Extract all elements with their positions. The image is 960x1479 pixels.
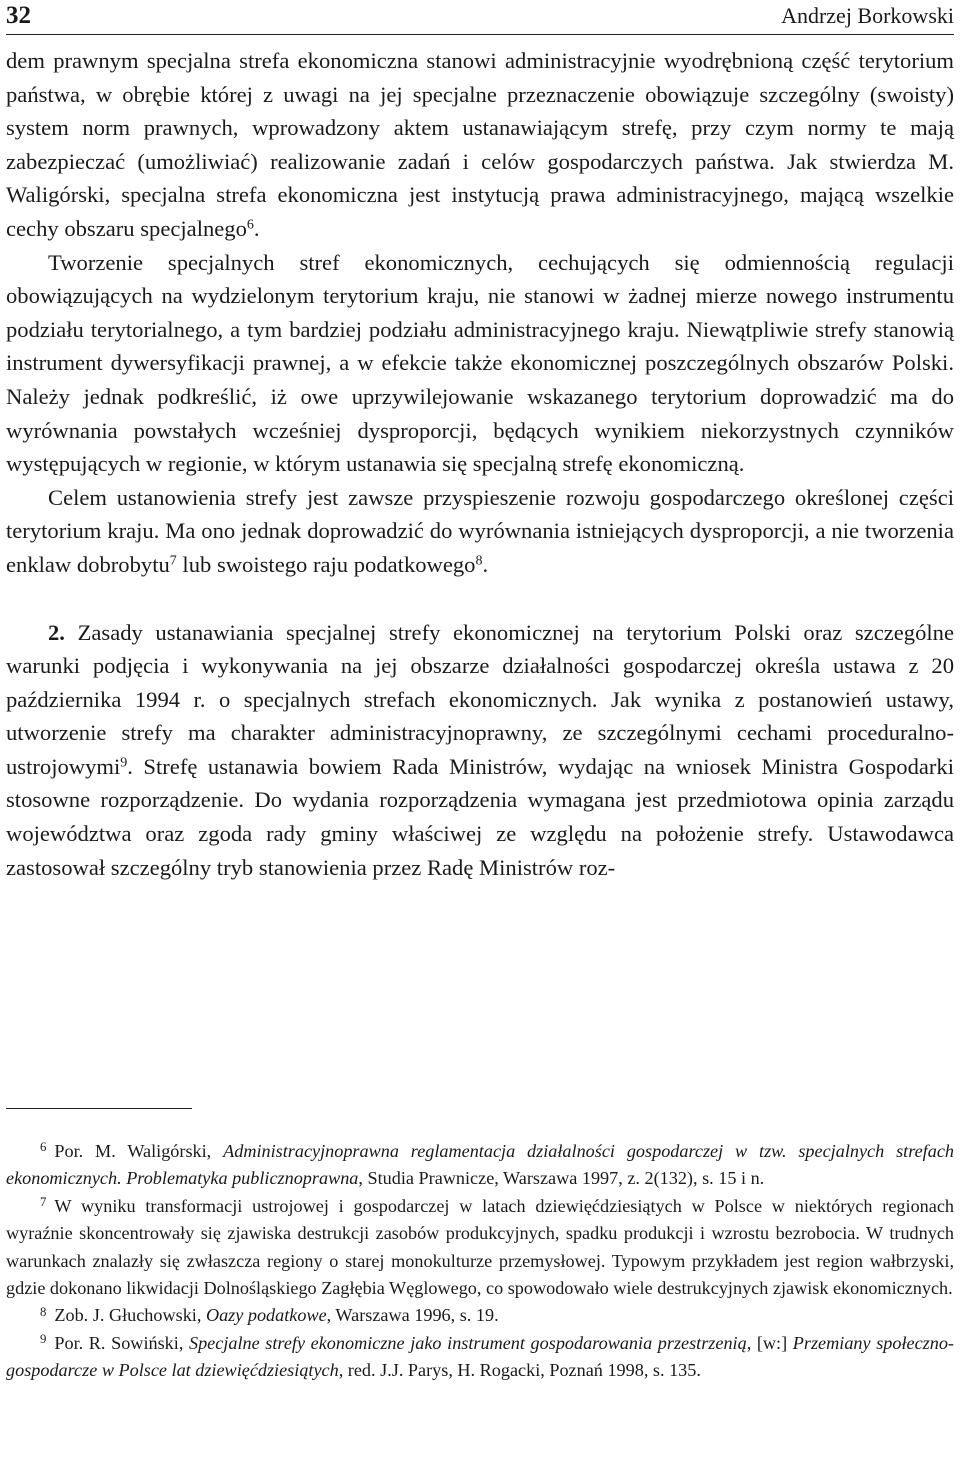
footnote-ref-6: 6 <box>246 217 254 233</box>
footnote-text: , Warszawa 1996, s. 19. <box>326 1305 499 1326</box>
footnote-title: Administracyjnoprawna reglamentacja działalności gospodarczej w tzw. specjalnych strefach ekonomicznych. Problematyka publicznoprawna <box>6 1141 954 1189</box>
footnote-title: Oazy podatkowe <box>205 1305 327 1326</box>
footnote-7 <box>6 1193 954 1303</box>
footnote-text: Zob. J. Głuchowski, <box>54 1305 206 1326</box>
footnote-number: 9 <box>40 1332 47 1347</box>
page-header <box>6 0 954 35</box>
footnote-text: W wyniku transformacji ustrojowej i gospodarczej w latach dziewięćdziesiątych w Polsce w niektórych regionach wyraźnie skoncentrowały się zjawiska destrukcji zasobów produkcyjnych, spadku produkcji i wzrostu bezrobocia. W trudnych warunkach znalazły się zwłaszcza regiony o starej monokulturze przemysłowej. Typowym przykładem jest region wałbrzyski, gdzie dokonano likwidacji Dolnośląskiego Zagłębia Węglowego, co spowodowało wiele destrukcyjnych zjawisk ekonomicznych. <box>6 1195 954 1299</box>
footnote-8 <box>6 1302 954 1329</box>
paragraph-2: Tworzenie specjalnych stref ekonomicznych, cechujących się odmiennością regulacji obowiązujących na wydzielonym terytorium kraju, nie stanowi w żadnej mierze nowego instrumentu podziału terytorialnego, a tym bardziej podziału administracyjnego kraju. Niewątpliwie strefy stanowią instrument dywersyfikacji prawnej, a w efekcie także ekonomicznej poszczególnych obszarów Polski. Należy jednak podkreślić, iż owe uprzywilejowanie wskazanego terytorium doprowadzić ma do wyrównania powstałych wcześniej dysproporcji, będących wynikiem niekorzystnych czynników występujących w regionie, w którym ustanawia się specjalną strefę ekonomiczną. <box>6 249 954 477</box>
footnote-text: , Studia Prawnicze, Warszawa 1997, z. 2(132), s. 15 i n. <box>358 1168 765 1189</box>
footnote-ref-9: 9 <box>120 755 128 771</box>
section-number: 2. <box>48 619 65 645</box>
footnote-number: 8 <box>40 1304 47 1319</box>
paragraph-3 <box>6 481 954 582</box>
paragraph-3-text: Celem ustanowienia strefy jest zawsze przyspieszenie rozwoju gospodarczego określonej części terytorium kraju. Ma ono jednak doprowadzić do wyrównania istniejących dysproporcji, a nie tworzenia enklaw dobrobytu <box>6 484 954 577</box>
footnote-title: Przemiany społeczno-gospodarcze w Polsce lat dziewięćdziesiątych <box>6 1332 954 1381</box>
page-number: 32 <box>6 2 31 29</box>
main-text <box>6 44 954 884</box>
paragraph-3-text-2: lub swoistego raju podatkowego <box>176 551 476 577</box>
footnote-number: 6 <box>40 1140 47 1155</box>
section-2-text: Zasady ustanawiania specjalnej strefy ekonomicznej na terytorium Polski oraz szczególne warunki podjęcia i wykonywania na jej obszarze działalności gospodarczej określa ustawa z 20 października 1994 r. o specjalnych strefach ekonomicznych. Jak wynika z postanowień ustawy, utworzenie strefy ma charakter administracyjnoprawny, ze szczególnymi cechami proceduralno-ustrojowymi <box>6 619 954 779</box>
footnote-title: Specjalne strefy ekonomiczne jako instrument gospodarowania przestrzenią <box>188 1332 747 1353</box>
footnotes <box>6 1138 954 1385</box>
footnote-text: , [w:] <box>746 1332 793 1353</box>
footnote-text: Por. M. Waligórski, <box>54 1141 224 1161</box>
running-head-author: Andrzej Borkowski <box>781 3 954 28</box>
footnote-text: , red. J.J. Parys, H. Rogacki, Poznań 1998, s. 135. <box>338 1360 701 1381</box>
footnote-number: 7 <box>40 1195 47 1210</box>
section-2-paragraph <box>6 616 954 885</box>
footnote-6 <box>6 1138 954 1193</box>
footnote-ref-8: 8 <box>475 553 483 569</box>
footnote-9 <box>6 1330 954 1385</box>
paragraph-3-end: . <box>482 551 489 577</box>
paragraph-1-text: dem prawnym specjalna strefa ekonomiczna stanowi administracyjnie wyodrębnioną część terytorium państwa, w obrębie której z uwagi na jej specjalne przeznaczenie obowiązuje szczególny (swoisty) system norm prawnych, wprowadzony aktem ustanawiającym strefę, przy czym normy te mają zabezpieczać (umożliwiać) realizowanie zadań i celów gospodarczych państwa. Jak stwierdza M. Waligórski, specjalna strefa ekonomiczna jest instytucją prawa administracyjnego, mającą wszelkie cechy obszaru specjalnego <box>6 48 954 241</box>
paragraph-1 <box>6 44 954 246</box>
section-2-text-2: . Strefę ustanawia bowiem Rada Ministrów, wydając na wniosek Ministra Gospodarki stosowne rozporządzenie. Do wydania rozporządzenia wymagana jest przedmiotowa opinia zarządu województwa oraz zgoda rady gminy właściwej ze względu na położenie strefy. Ustawodawca zastosował szczególny tryb stanowienia przez Radę Ministrów roz- <box>6 753 954 880</box>
paragraph-1-end: . <box>253 215 260 241</box>
footnote-separator <box>6 1108 192 1109</box>
footnote-ref-7: 7 <box>169 553 177 569</box>
footnote-text: Por. R. Sowiński, <box>54 1332 189 1353</box>
